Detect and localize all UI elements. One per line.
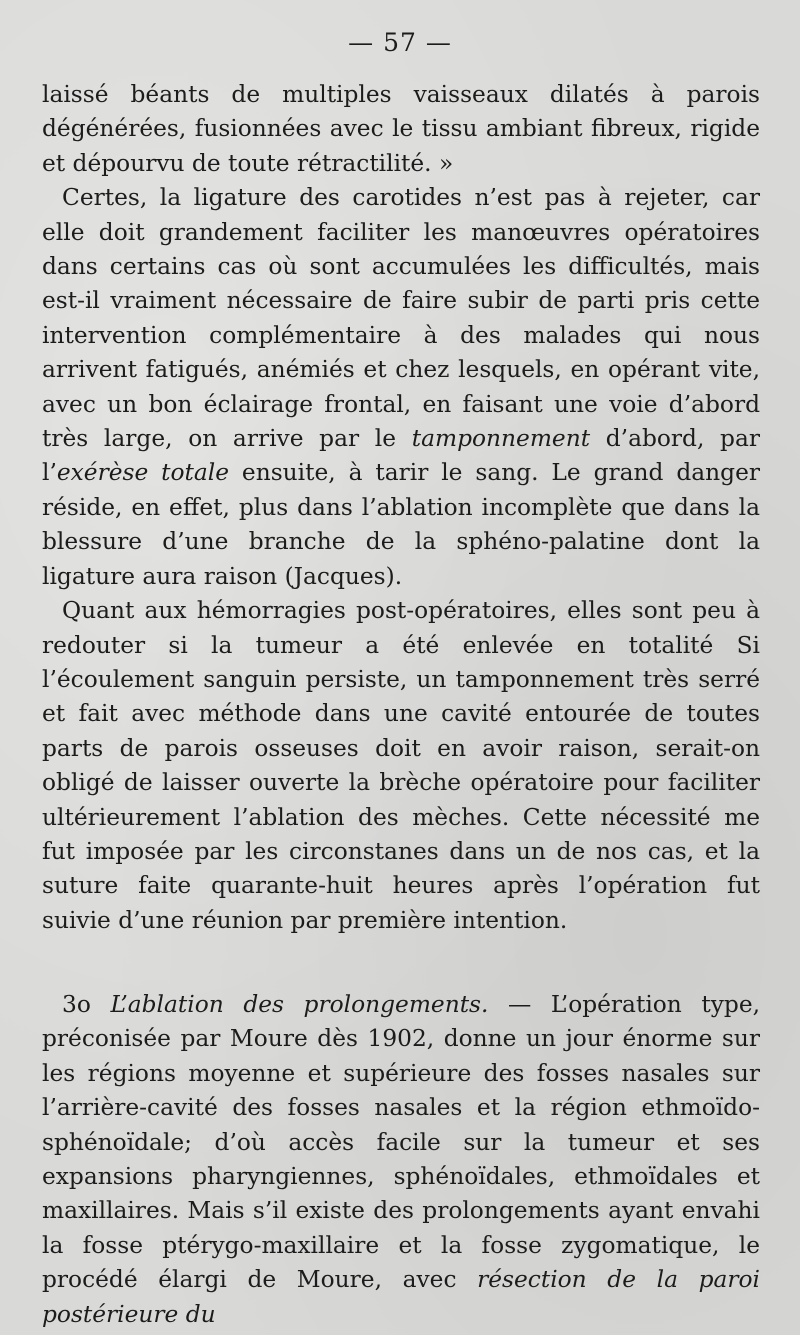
paragraph-text: ensuite, à tarir le sang. Le grand danger réside, en effet, plus dans l’ablation incomplète que dans la blessure d’une branche de la sphéno-palatine dont la ligature aura raison (Jacques).: [42, 459, 760, 590]
paragraph-text: Certes, la ligature des carotides n’est pas à rejeter, car elle doit grandement faciliter les manœuvres opératoires dans certains cas où sont accumulées les difficultés, mais est-il vraiment nécessaire de faire subir de parti pris cette intervention complémentaire à des malades qui nous arrivent fatigués, anémiés et chez lesquels, en opérant vite, avec un bon éclairage frontal, en faisant une voie d’abord très large, on arrive par le: [42, 184, 760, 453]
italic-term: tamponnement: [411, 425, 591, 453]
paragraph-text: Quant aux hémorragies post-opératoires, elles sont peu à redouter si la tumeur a été enlevée en totalité Si l’écoulement sanguin persiste, un tamponnement très serré et fait avec méthode dans une cavité entourée de toutes parts de parois osseuses doit en avoir raison, serait-on obligé de laisser ouverte la brèche opératoire pour faciliter ultérieurement l’ablation des mèches. Cette nécessité me fut imposée par les circonstanes dans un de nos cas, et la suture faite quarante-huit heures après l’opération fut suivie d’une réunion par première intention.: [42, 597, 760, 934]
section-number: 3o: [62, 991, 91, 1018]
paragraph-text: — L’opération type, préconisée par Moure dès 1902, donne un jour énorme sur les régions moyenne et supérieure des fosses nasales sur l’arrière-cavité des fosses nasales et la région ethmoïdo-sphénoïdale; d’où accès facile sur la tumeur et ses expansions pharyngiennes, sphénoïdales, ethmoïdales et maxillaires. Mais s’il existe des prolongements ayant envahi la fosse ptérygo-maxillaire et la fosse zygomatique, le procédé élargi de Moure, avec: [42, 991, 761, 1294]
paragraph-continuation: [42, 78, 760, 181]
text-block-lower: [42, 988, 760, 1332]
paragraph-text: laissé béants de multiples vaisseaux dilatés à parois dégénérées, fusionnées avec le tissu ambiant fibreux, rigide et dépourvu de toute rétractilité. »: [42, 81, 760, 177]
page-number: — 57 —: [348, 28, 452, 57]
italic-term: exérèse totale: [56, 459, 230, 487]
text-block-upper: [42, 78, 760, 938]
paragraph-text: d’abord, par l’: [42, 425, 761, 487]
paragraph-hemorrhage: [42, 594, 760, 938]
italic-term: résection de la paroi postérieure du: [42, 1266, 760, 1328]
section-heading: L’ablation des prolongements.: [110, 991, 489, 1018]
paragraph-ligature: [42, 181, 760, 594]
paragraph-section-3: [42, 988, 760, 1332]
